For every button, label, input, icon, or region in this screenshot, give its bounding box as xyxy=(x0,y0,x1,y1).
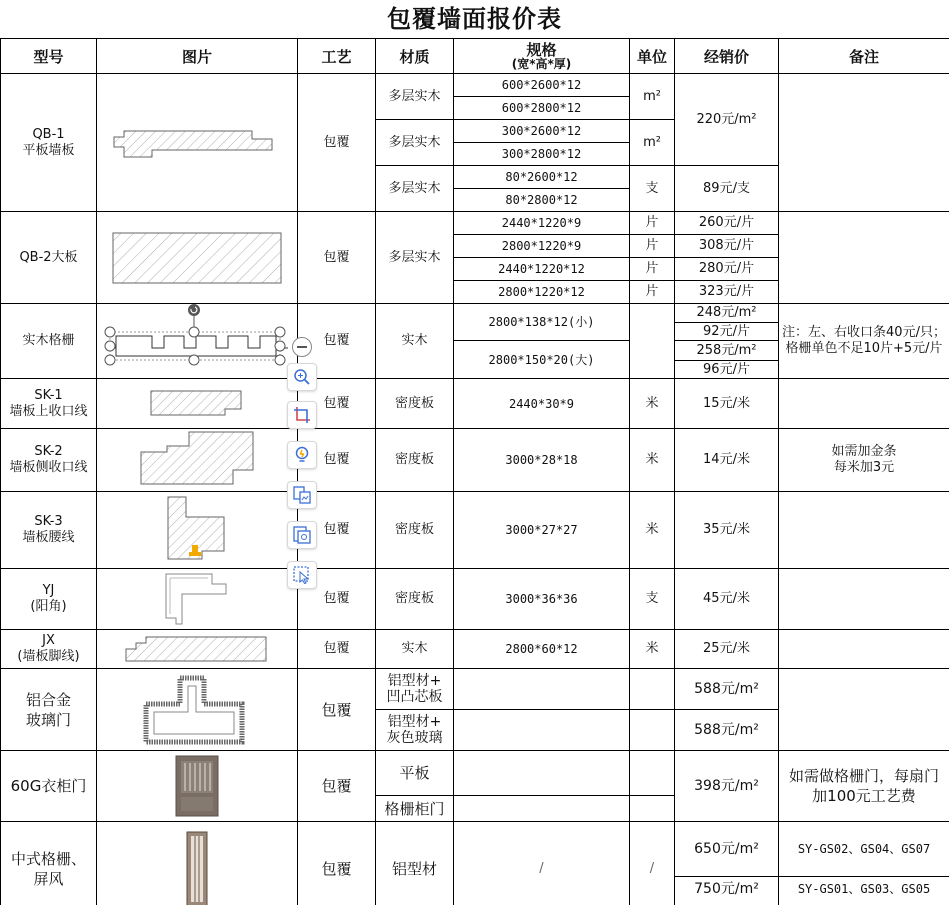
picture-cell[interactable] xyxy=(97,630,298,669)
price-cell[interactable]: 260元/片 xyxy=(675,212,779,235)
image-edit-icon xyxy=(293,526,311,544)
spec-cell[interactable] xyxy=(454,710,630,751)
unit-cell[interactable]: 米 xyxy=(630,429,675,492)
model-cell[interactable] xyxy=(1,669,97,751)
table-row xyxy=(1,492,949,569)
spec-cell[interactable]: 2440*30*9 xyxy=(454,379,630,429)
craft-cell[interactable]: 包覆 xyxy=(298,492,376,569)
price-cell[interactable]: 258元/m² xyxy=(675,341,779,361)
image-convert-icon xyxy=(293,486,311,504)
quote-table xyxy=(0,38,949,905)
material-cell[interactable]: 多层实木 xyxy=(376,212,454,304)
model-code: 中式格栅、 xyxy=(10,850,86,868)
unit-cell[interactable] xyxy=(630,304,675,379)
model-cell[interactable] xyxy=(1,569,97,630)
price-cell[interactable]: 280元/片 xyxy=(675,258,779,281)
unit-cell[interactable]: 米 xyxy=(630,630,675,669)
craft-cell[interactable]: 包覆 xyxy=(298,74,376,212)
unit-cell[interactable] xyxy=(630,669,675,710)
header-picture: 图片 xyxy=(97,39,298,74)
model-name: 平板墙板 xyxy=(22,142,75,158)
table-row xyxy=(1,630,949,669)
remark-cell[interactable] xyxy=(779,379,949,429)
lightbulb-icon xyxy=(293,446,311,464)
header-row xyxy=(1,39,949,74)
spec-cell[interactable]: 3000*27*27 xyxy=(454,492,630,569)
model-cell[interactable] xyxy=(1,379,97,429)
spec-cell[interactable]: 300*2600*12 xyxy=(454,120,630,143)
model-name: 屏风 xyxy=(33,870,64,888)
picture-cell[interactable] xyxy=(97,569,298,630)
header-spec xyxy=(454,39,630,74)
image-convert-button[interactable] xyxy=(287,481,317,509)
header-remark: 备注 xyxy=(779,39,949,74)
image-select-button[interactable] xyxy=(287,561,317,589)
spec-cell[interactable] xyxy=(454,751,630,796)
image-select-icon xyxy=(293,566,311,584)
craft-cell[interactable]: 包覆 xyxy=(298,630,376,669)
price-cell[interactable]: 96元/片 xyxy=(675,361,779,379)
material-line: 铝型材+ xyxy=(387,673,442,689)
table-row xyxy=(1,429,949,492)
remark-cell[interactable]: SY-GS02、GS04、GS07 xyxy=(779,822,949,877)
material-cell[interactable]: 密度板 xyxy=(376,429,454,492)
craft-cell[interactable]: 包覆 xyxy=(298,669,376,751)
zoom-in-icon xyxy=(293,368,311,386)
remark-line: 如需加金条 xyxy=(831,444,897,459)
material-cell[interactable] xyxy=(376,710,454,751)
unit-cell[interactable]: 片 xyxy=(630,258,675,281)
material-cell[interactable]: 实木 xyxy=(376,304,454,379)
craft-cell[interactable]: 包覆 xyxy=(298,822,376,905)
picture-cell[interactable] xyxy=(97,429,298,492)
smart-tools-button[interactable] xyxy=(287,441,317,469)
model-code: YJ xyxy=(42,583,55,598)
table-row xyxy=(1,669,949,710)
picture-cell[interactable] xyxy=(97,74,298,212)
material-cell[interactable]: 密度板 xyxy=(376,379,454,429)
model-cell[interactable] xyxy=(1,630,97,669)
remark-cell[interactable]: 如需做格栅门，每扇门加100元工艺费 xyxy=(779,751,949,822)
material-line: 灰色玻璃 xyxy=(386,730,443,746)
spec-cell[interactable]: 2800*1220*12 xyxy=(454,281,630,304)
remark-cell[interactable] xyxy=(779,74,949,212)
remark-cell[interactable] xyxy=(779,429,949,492)
craft-cell[interactable]: 包覆 xyxy=(298,379,376,429)
price-cell[interactable]: 35元/米 xyxy=(675,492,779,569)
model-code: SK-3 xyxy=(34,514,63,529)
spec-cell[interactable]: / xyxy=(454,822,630,905)
model-name: (墙板脚线) xyxy=(17,649,80,664)
crop-button[interactable] xyxy=(287,401,317,429)
unit-cell[interactable] xyxy=(630,751,675,796)
craft-cell[interactable]: 包覆 xyxy=(298,304,376,379)
craft-cell[interactable]: 包覆 xyxy=(298,569,376,630)
header-material: 材质 xyxy=(376,39,454,74)
spec-cell[interactable]: 2800*138*12(小) xyxy=(454,304,630,341)
model-cell[interactable]: 实木格栅 xyxy=(1,304,97,379)
header-craft: 工艺 xyxy=(298,39,376,74)
remark-cell[interactable] xyxy=(779,212,949,304)
material-cell[interactable]: 实木 xyxy=(376,630,454,669)
header-model: 型号 xyxy=(1,39,97,74)
price-cell[interactable]: 308元/片 xyxy=(675,235,779,258)
unit-cell[interactable] xyxy=(630,710,675,751)
price-cell[interactable]: 650元/m² xyxy=(675,822,779,877)
picture-cell[interactable] xyxy=(97,379,298,429)
material-cell[interactable]: 铝型材 xyxy=(376,822,454,905)
model-cell[interactable]: QB-2大板 xyxy=(1,212,97,304)
unit-cell[interactable]: 米 xyxy=(630,492,675,569)
header-unit: 单位 xyxy=(630,39,675,74)
remark-cell[interactable]: SY-GS01、GS03、GS05 xyxy=(779,877,949,905)
spec-cell[interactable]: 2800*150*20(大) xyxy=(454,341,630,379)
model-cell[interactable] xyxy=(1,822,97,905)
price-cell[interactable]: 750元/m² xyxy=(675,877,779,905)
craft-cell[interactable]: 包覆 xyxy=(298,429,376,492)
remark-line: 每米加3元 xyxy=(833,460,895,475)
image-toolbar xyxy=(287,335,317,590)
craft-cell[interactable]: 包覆 xyxy=(298,212,376,304)
price-cell[interactable]: 323元/片 xyxy=(675,281,779,304)
remark-cell[interactable] xyxy=(779,669,949,751)
price-cell[interactable]: 588元/m² xyxy=(675,710,779,751)
rotate-handle-icon xyxy=(188,304,200,316)
remark-cell[interactable] xyxy=(779,630,949,669)
material-cell[interactable]: 多层实木 xyxy=(376,74,454,120)
material-cell[interactable]: 格栅柜门 xyxy=(376,796,454,822)
header-spec-sub: (宽*高*厚) xyxy=(511,56,572,71)
craft-cell[interactable]: 包覆 xyxy=(298,751,376,822)
unit-cell[interactable]: 片 xyxy=(630,235,675,258)
remark-cell[interactable] xyxy=(779,569,949,630)
price-cell[interactable]: 248元/m² xyxy=(675,304,779,323)
spec-cell[interactable]: 80*2600*12 xyxy=(454,166,630,189)
material-cell[interactable]: 密度板 xyxy=(376,569,454,630)
side-trim-drawing xyxy=(137,430,257,490)
table-row xyxy=(1,822,949,877)
model-cell[interactable] xyxy=(1,74,97,212)
header-price: 经销价 xyxy=(675,39,779,74)
material-line: 凹凸芯板 xyxy=(386,689,443,705)
spec-cell[interactable]: 2440*1220*9 xyxy=(454,212,630,235)
model-code: QB-1 xyxy=(32,126,65,142)
model-name: 墙板上收口线 xyxy=(9,403,88,419)
remark-cell[interactable]: 注：左、右收口条40元/只；格栅单色不足10片+5元/片 xyxy=(779,304,949,379)
material-cell[interactable]: 密度板 xyxy=(376,492,454,569)
price-cell[interactable]: 15元/米 xyxy=(675,379,779,429)
unit-cell[interactable]: 支 xyxy=(630,166,675,212)
material-cell[interactable]: 多层实木 xyxy=(376,166,454,212)
unit-cell[interactable]: 片 xyxy=(630,212,675,235)
spec-cell[interactable]: 3000*36*36 xyxy=(454,569,630,630)
image-edit-button[interactable] xyxy=(287,521,317,549)
flat-panel-profile-drawing xyxy=(112,125,282,161)
model-name: 墙板侧收口线 xyxy=(9,460,88,475)
unit-cell[interactable]: 米 xyxy=(630,379,675,429)
unit-cell[interactable]: m² xyxy=(630,74,675,120)
skirting-drawing xyxy=(122,633,272,665)
table-row xyxy=(1,212,949,235)
table-row xyxy=(1,379,949,429)
spec-cell[interactable] xyxy=(454,796,630,822)
picture-cell[interactable] xyxy=(97,751,298,822)
picture-cell[interactable] xyxy=(97,669,298,751)
zoom-in-button[interactable] xyxy=(287,363,317,391)
header-spec-label: 规格 xyxy=(526,40,557,59)
table-row xyxy=(1,304,949,323)
aluminium-frame-drawing xyxy=(142,674,252,746)
sheet-title: 包覆墙面报价表 xyxy=(387,4,562,33)
spec-cell[interactable]: 2800*60*12 xyxy=(454,630,630,669)
model-cell[interactable]: 60G衣柜门 xyxy=(1,751,97,822)
price-cell[interactable]: 45元/米 xyxy=(675,569,779,630)
spec-cell[interactable]: 600*2800*12 xyxy=(454,97,630,120)
picture-cell[interactable] xyxy=(97,822,298,905)
price-cell[interactable]: 92元/片 xyxy=(675,323,779,341)
price-cell[interactable]: 14元/米 xyxy=(675,429,779,492)
model-name: 墙板腰线 xyxy=(22,530,75,545)
model-code: SK-2 xyxy=(34,444,63,459)
spec-cell[interactable]: 80*2800*12 xyxy=(454,189,630,212)
material-cell[interactable]: 多层实木 xyxy=(376,120,454,166)
price-cell[interactable]: 89元/支 xyxy=(675,166,779,212)
table-row xyxy=(1,74,949,97)
crop-icon xyxy=(293,406,311,424)
model-cell[interactable] xyxy=(1,492,97,569)
unit-cell[interactable]: 片 xyxy=(630,281,675,304)
unit-cell[interactable] xyxy=(630,796,675,822)
price-cell[interactable]: 398元/m² xyxy=(675,751,779,822)
large-panel-drawing xyxy=(111,230,283,286)
unit-cell[interactable]: / xyxy=(630,822,675,905)
price-cell[interactable]: 25元/米 xyxy=(675,630,779,669)
remark-cell[interactable] xyxy=(779,492,949,569)
picture-cell[interactable] xyxy=(97,304,298,379)
picture-cell[interactable] xyxy=(97,492,298,569)
table-row xyxy=(1,751,949,796)
spec-cell[interactable] xyxy=(454,669,630,710)
price-cell[interactable]: 220元/m² xyxy=(675,74,779,166)
grille-profile-drawing-selected xyxy=(102,304,292,378)
model-cell[interactable] xyxy=(1,429,97,492)
outer-corner-drawing xyxy=(162,570,232,628)
spec-cell[interactable]: 600*2600*12 xyxy=(454,74,630,97)
material-cell[interactable]: 平板 xyxy=(376,751,454,796)
top-trim-drawing xyxy=(147,387,247,421)
screen-image xyxy=(186,831,208,905)
spec-cell[interactable]: 300*2800*12 xyxy=(454,143,630,166)
spreadsheet[interactable] xyxy=(0,38,949,905)
spec-cell[interactable]: 3000*28*18 xyxy=(454,429,630,492)
wardrobe-door-image xyxy=(175,755,219,817)
unit-cell[interactable]: 支 xyxy=(630,569,675,630)
table-row xyxy=(1,569,949,630)
unit-cell[interactable]: m² xyxy=(630,120,675,166)
price-cell[interactable]: 588元/m² xyxy=(675,669,779,710)
model-code: 铝合金 xyxy=(25,690,71,709)
model-name: 玻璃门 xyxy=(25,710,71,729)
material-cell[interactable] xyxy=(376,669,454,710)
waist-trim-drawing xyxy=(162,495,232,565)
spec-cell[interactable]: 2800*1220*9 xyxy=(454,235,630,258)
material-line: 铝型材+ xyxy=(387,714,442,730)
spec-cell[interactable]: 2440*1220*12 xyxy=(454,258,630,281)
model-name: (阳角) xyxy=(30,599,67,614)
model-code: JX xyxy=(42,633,55,648)
picture-cell[interactable] xyxy=(97,212,298,304)
model-code: SK-1 xyxy=(34,387,63,403)
